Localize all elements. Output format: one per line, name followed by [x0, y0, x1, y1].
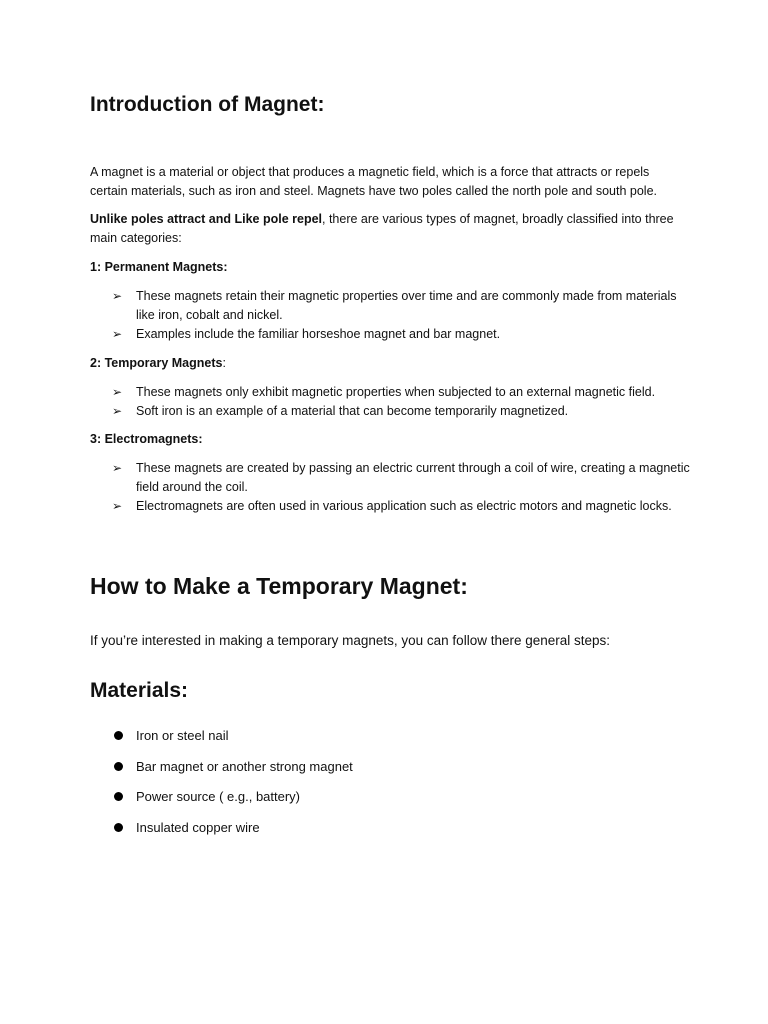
electromagnets-list — [112, 459, 692, 516]
how-to-heading: How to Make a Temporary Magnet: — [90, 573, 468, 599]
list-item-text: Examples include the familiar horseshoe magnet and bar magnet. — [136, 327, 501, 341]
round-bullet-icon — [114, 731, 123, 740]
temporary-magnets-list — [112, 383, 692, 421]
list-item — [112, 726, 353, 746]
electromagnets-heading: 3: Electromagnets: — [90, 432, 203, 446]
temporary-magnets-heading — [90, 354, 226, 373]
list-item-text: Insulated copper wire — [136, 819, 260, 835]
list-item — [112, 402, 692, 421]
permanent-magnets-list — [112, 287, 692, 344]
temporary-magnets-heading-colon: : — [222, 356, 226, 370]
poles-rule-text: Unlike poles attract and Like pole repel — [90, 212, 323, 226]
materials-list — [112, 726, 353, 848]
arrow-bullet-icon: ➢ — [112, 385, 123, 399]
list-item-text: These magnets are created by passing an electric current through a coil of wire, creating a magnetic field around the coil. — [136, 461, 690, 494]
list-item-text: Bar magnet or another strong magnet — [136, 758, 353, 774]
round-bullet-icon — [114, 792, 123, 801]
arrow-bullet-icon: ➢ — [112, 289, 123, 303]
list-item-text: Electromagnets are often used in various application such as electric motors and magnetic locks. — [136, 499, 672, 513]
list-item-text: These magnets only exhibit magnetic properties when subjected to an external magnetic field. — [136, 385, 656, 399]
round-bullet-icon — [114, 823, 123, 832]
poles-paragraph — [90, 210, 690, 248]
list-item-text: Iron or steel nail — [136, 728, 229, 743]
intro-paragraph: A magnet is a material or object that produces a magnetic field, which is a force that attracts or repels certain materials, such as iron and steel. Magnets have two poles called the north pole and south pole. — [90, 165, 658, 198]
temporary-magnets-heading-text: 2: Temporary Magnets — [90, 356, 223, 370]
list-item-text: Soft iron is an example of a material that can become temporarily magnetized. — [136, 404, 569, 418]
list-item-text: These magnets retain their magnetic properties over time and are commonly made from materials like iron, cobalt and nickel. — [136, 289, 677, 322]
list-item — [112, 818, 353, 838]
arrow-bullet-icon: ➢ — [112, 499, 123, 513]
intro-heading: Introduction of Magnet: — [90, 93, 325, 116]
list-item — [112, 497, 692, 516]
list-item — [112, 459, 692, 497]
arrow-bullet-icon: ➢ — [112, 404, 123, 418]
round-bullet-icon — [114, 762, 123, 771]
how-to-paragraph: If you’re interested in making a temporary magnets, you can follow there general steps: — [90, 632, 611, 648]
poles-paragraph-rest: , there are various types of magnet, broadly classified into three main categories: — [90, 212, 674, 245]
list-item — [112, 287, 692, 325]
list-item-text: Power source ( e.g., battery) — [136, 789, 301, 804]
list-item — [112, 787, 353, 807]
permanent-magnets-heading: 1: Permanent Magnets: — [90, 260, 228, 274]
list-item — [112, 757, 353, 777]
materials-heading: Materials: — [90, 679, 189, 702]
arrow-bullet-icon: ➢ — [112, 461, 123, 475]
list-item — [112, 383, 692, 402]
list-item — [112, 325, 692, 344]
arrow-bullet-icon: ➢ — [112, 327, 123, 341]
